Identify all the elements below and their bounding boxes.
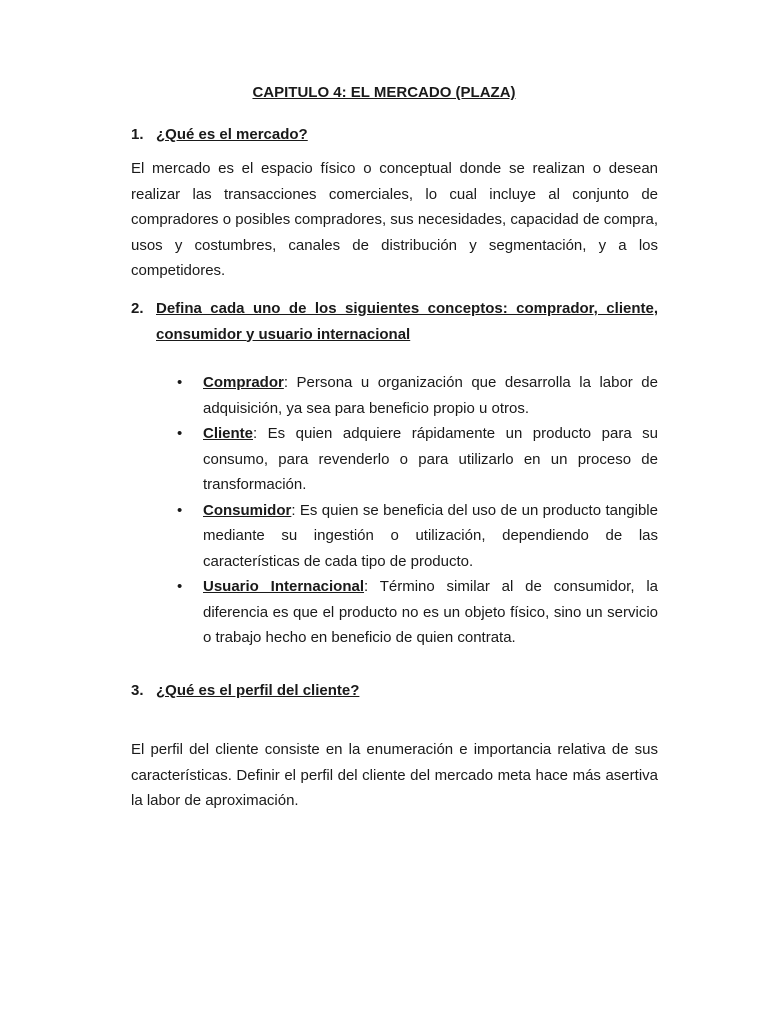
section-1-heading — [131, 122, 658, 148]
section-1-paragraph: El mercado es el espacio físico o conceptual donde se realizan o desean realizar las transacciones comerciales, lo cual incluye al conjunto de compradores o posibles compradores, sus necesidades, capacidad de compra, usos y costumbres, canales de distribución y segmentación, y a los competidores. — [131, 160, 658, 279]
definition-text: : Es quien se beneficia del uso de un producto tangible mediante su ingestión o utilización, dependiendo de las características de cada tipo de producto. — [203, 501, 658, 570]
bullet-marker: • — [177, 501, 183, 519]
list-item — [131, 498, 658, 575]
section-3-heading-text: ¿Qué es el perfil del cliente? — [156, 682, 360, 699]
document-title: CAPITULO 4: EL MERCADO (PLAZA) — [252, 84, 516, 101]
bullet-marker: • — [177, 578, 183, 595]
list-item — [131, 421, 658, 498]
section-3-heading — [131, 678, 658, 704]
section-3-number: 3. — [131, 682, 144, 699]
definition-term: Consumidor — [203, 501, 292, 519]
list-item — [131, 574, 658, 651]
section-2-number: 2. — [131, 300, 144, 317]
definition-term: Usuario Internacional — [203, 578, 365, 595]
section-2-heading-text: Defina cada uno de los siguientes conceptos: comprador, cliente, consumidor y usuario internacional — [156, 300, 658, 343]
bullet-marker: • — [177, 425, 183, 442]
definitions-list — [131, 370, 658, 651]
definition-term: Cliente — [203, 425, 254, 442]
section-1-heading-text: ¿Qué es el mercado? — [156, 126, 308, 143]
definition-text: : Es quien adquiere rápidamente un producto para su consumo, para revenderlo o para utilizarlo en un proceso de transformación. — [203, 425, 658, 493]
section-1-number: 1. — [131, 126, 144, 143]
list-item — [131, 370, 658, 421]
bullet-marker: • — [177, 374, 183, 391]
section-2-heading — [131, 296, 658, 347]
section-3-paragraph: El perfil del cliente consiste en la enumeración e importancia relativa de sus características. Definir el perfil del cliente del mercado meta hace más asertiva la labor de aproximación. — [131, 741, 658, 809]
definition-text: : Persona u organización que desarrolla la labor de adquisición, ya sea para beneficio propio u otros. — [203, 374, 658, 417]
definition-term: Comprador — [203, 374, 284, 391]
definition-text: : Término similar al de consumidor, la diferencia es que el producto no es un objeto físico, sino un servicio o trabajo hecho en beneficio de quien contrata. — [203, 578, 658, 646]
